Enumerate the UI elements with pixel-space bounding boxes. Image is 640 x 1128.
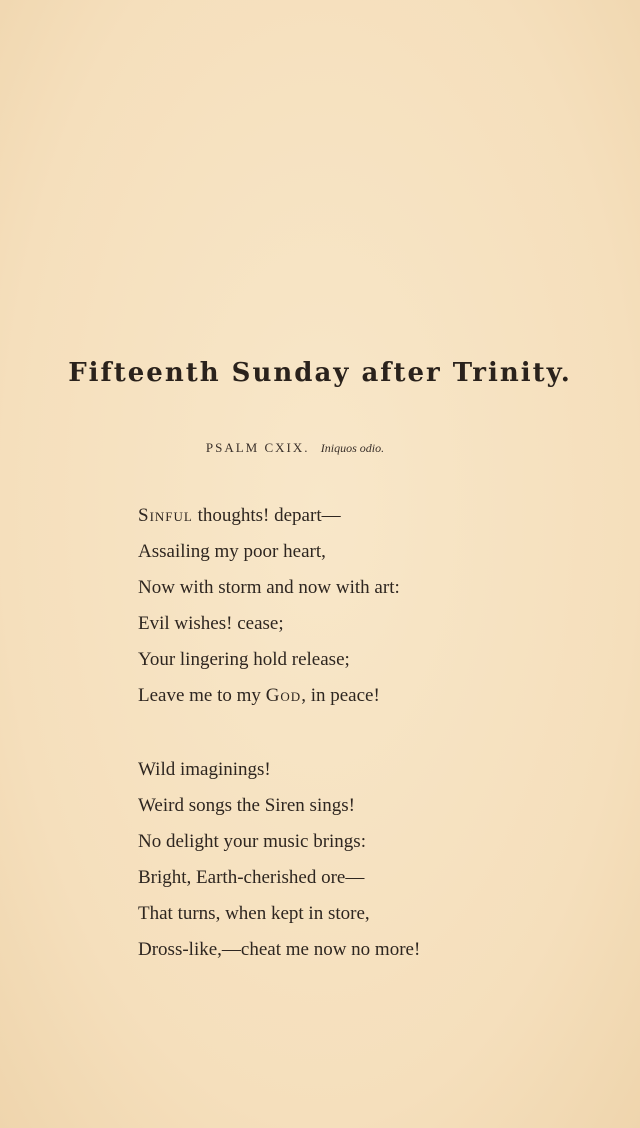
- psalm-latin-incipit: Iniquos odio.: [320, 441, 385, 455]
- poem-line: Evil wishes! cease;: [138, 613, 284, 634]
- poem-line: Dross-like,—cheat me now no more!: [138, 939, 421, 960]
- poem-line: Wild imaginings!: [138, 759, 271, 780]
- divine-name: God: [265, 685, 302, 706]
- poem-line: Your lingering hold release;: [138, 649, 350, 670]
- poem-line: Sinful thoughts! depart—: [138, 505, 341, 526]
- poem-line: Weird songs the Siren sings!: [138, 795, 355, 816]
- psalm-reference: [0, 440, 590, 456]
- poem-line: Leave me to my God, in peace!: [138, 685, 380, 706]
- stanza-1: [138, 498, 578, 714]
- opening-word: Sinful: [138, 505, 193, 526]
- psalm-number: PSALM CXIX.: [205, 440, 310, 455]
- poem-line: No delight your music brings:: [138, 831, 366, 852]
- stanza-2: [138, 752, 578, 968]
- poem-line: That turns, when kept in store,: [138, 903, 370, 924]
- poem-line: Now with storm and now with art:: [138, 577, 400, 598]
- poem-line: Bright, Earth-cherished ore—: [138, 867, 365, 888]
- page-title: Fifteenth Sunday after Trinity.: [68, 358, 572, 388]
- poem-line: Assailing my poor heart,: [138, 541, 326, 562]
